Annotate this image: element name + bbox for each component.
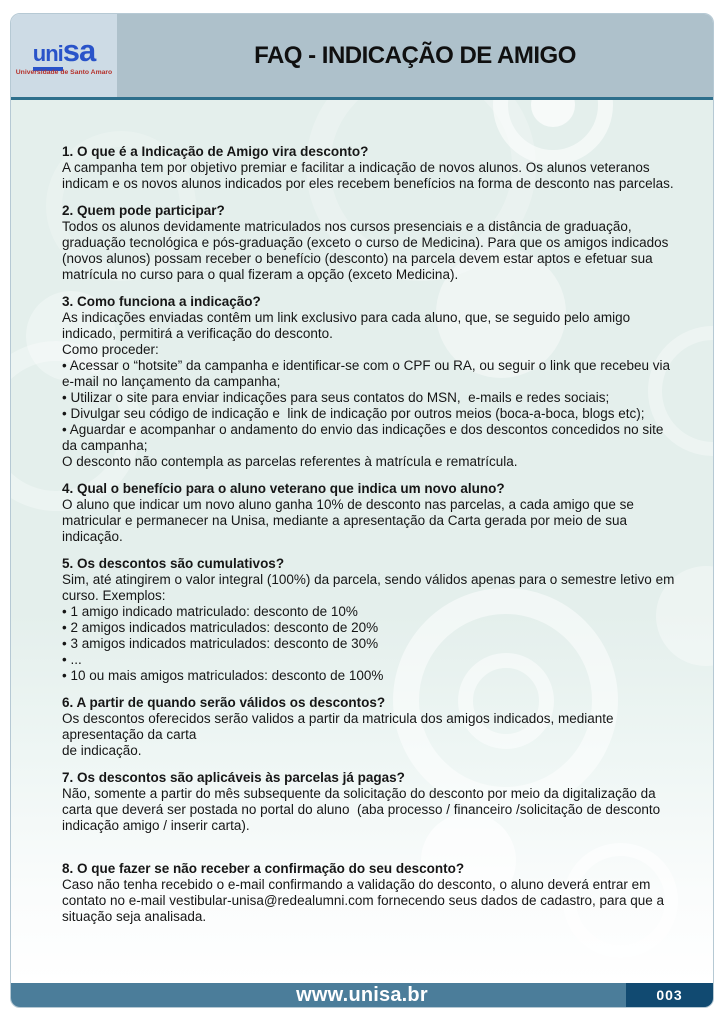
faq-list xyxy=(62,144,701,925)
faq-answer-line: situação seja analisada. xyxy=(62,909,207,924)
faq-answer-line: indicação. xyxy=(62,529,123,544)
faq-answer-line: Os descontos oferecidos serão validos a partir da matricula dos amigos indicados, mediante xyxy=(62,711,614,726)
faq-answer-line: Como proceder: xyxy=(62,342,159,357)
faq-answer-line: As indicações enviadas contêm um link exclusivo para cada aluno, que, se seguido pelo amigo xyxy=(62,310,631,325)
faq-section xyxy=(62,203,701,283)
page-title: FAQ - INDICAÇÃO DE AMIGO xyxy=(254,41,576,69)
faq-question: 3. Como funciona a indicação? xyxy=(62,294,261,309)
page-number: 003 xyxy=(656,987,683,1003)
faq-answer-line xyxy=(62,834,701,850)
faq-section xyxy=(62,770,701,850)
footer-bar xyxy=(11,983,713,1007)
faq-answer-line: • Utilizar o site para enviar indicações para seus contatos do MSN, e-mails e redes sociais; xyxy=(62,390,610,405)
faq-answer-line: indicado, permitirá a verificação do desconto. xyxy=(62,326,333,341)
faq-question: 5. Os descontos são cumulativos? xyxy=(62,556,285,571)
faq-question: 4. Qual o benefício para o aluno veterano que indica um novo aluno? xyxy=(62,481,505,496)
faq-answer-line: apresentação da carta xyxy=(62,727,197,742)
faq-question: 1. O que é a Indicação de Amigo vira desconto? xyxy=(62,144,369,159)
faq-section xyxy=(62,294,701,470)
faq-answer-line: O aluno que indicar um novo aluno ganha 10% de desconto nas parcelas, a cada amigo que se xyxy=(62,497,634,512)
faq-section xyxy=(62,861,701,925)
faq-answer-line: • 2 amigos indicados matriculados: desconto de 20% xyxy=(62,620,379,635)
faq-answer-line: • 1 amigo indicado matriculado: desconto de 10% xyxy=(62,604,358,619)
faq-answer-line: e-mail no lançamento da campanha; xyxy=(62,374,281,389)
faq-answer-line: O desconto não contempla as parcelas referentes à matrícula e rematrícula. xyxy=(62,454,518,469)
faq-answer-line: (novos alunos) possam receber o benefício (desconto) na parcela devem estar aptos e efetuar sua xyxy=(62,251,653,266)
faq-answer-line: Caso não tenha recebido o e-mail confirmando a validação do desconto, o aluno deverá entrar em xyxy=(62,877,651,892)
page-number-badge xyxy=(626,983,713,1007)
faq-answer-line: Todos os alunos devidamente matriculados nos cursos presenciais e a distância de graduação, xyxy=(62,219,632,234)
faq-answer-line: indicação amigo / inserir carta). xyxy=(62,818,250,833)
faq-answer-line: da campanha; xyxy=(62,438,148,453)
faq-answer-line: carta que deverá ser postada no portal do aluno (aba processo / financeiro /solicitação de desconto xyxy=(62,802,661,817)
faq-section xyxy=(62,481,701,545)
website-link[interactable]: www.unisa.br xyxy=(296,984,428,1006)
logo-text-uni: uni xyxy=(33,41,63,71)
faq-answer-line: contato no e-mail vestibular-unisa@redealumni.com fornecendo seus dados de cadastro, para que a xyxy=(62,893,665,908)
faq-answer-line: indicam e os novos alunos indicados por eles recebem benefícios na forma de desconto nas parcelas. xyxy=(62,176,674,191)
faq-section xyxy=(62,556,701,684)
header-bar xyxy=(11,14,713,100)
faq-section xyxy=(62,144,701,192)
faq-question: 8. O que fazer se não receber a confirmação do seu desconto? xyxy=(62,861,465,876)
faq-answer-line: curso. Exemplos: xyxy=(62,588,166,603)
faq-content xyxy=(11,100,713,983)
unisa-logo xyxy=(11,14,117,97)
unisa-logo-word xyxy=(33,35,95,66)
faq-question: 7. Os descontos são aplicáveis às parcelas já pagas? xyxy=(62,770,405,785)
faq-answer-line: de indicação. xyxy=(62,743,142,758)
faq-answer-line: • Aguardar e acompanhar o andamento do envio das indicações e dos descontos concedidos no site xyxy=(62,422,664,437)
faq-answer-line: Não, somente a partir do mês subsequente da solicitação do desconto por meio da digitalização da xyxy=(62,786,656,801)
faq-section xyxy=(62,695,701,759)
faq-answer-line: A campanha tem por objetivo premiar e facilitar a indicação de novos alunos. Os alunos veteranos xyxy=(62,160,650,175)
faq-answer-line: matrícula no curso para o qual fizeram a opção (exceto Medicina). xyxy=(62,267,459,282)
document-panel xyxy=(10,13,714,1008)
faq-answer-line: • Divulgar seu código de indicação e link de indicação por outros meios (boca-a-boca, blogs etc); xyxy=(62,406,645,421)
faq-question: 6. A partir de quando serão válidos os descontos? xyxy=(62,695,386,710)
title-bar xyxy=(117,14,713,97)
faq-question: 2. Quem pode participar? xyxy=(62,203,225,218)
faq-answer-line: graduação tecnológica e pós-graduação (exceto o curso de Medicina). Para que os amigos indicados xyxy=(62,235,669,250)
logo-text-sa: sa xyxy=(62,33,96,68)
faq-answer-line: • Acessar o “hotsite” da campanha e identificar-se com o CPF ou RA, ou seguir o link que recebeu via xyxy=(62,358,671,373)
faq-answer-line: • 3 amigos indicados matriculados: desconto de 30% xyxy=(62,636,379,651)
faq-answer-line: Sim, até atingirem o valor integral (100%) da parcela, sendo válidos apenas para o semestre letivo em xyxy=(62,572,675,587)
faq-answer-line: • ... xyxy=(62,652,82,667)
logo-tagline: Universidade de Santo Amaro xyxy=(15,69,113,76)
faq-answer-line: matricular e permanecer na Unisa, mediante a apresentação da Carta gerada por meio de sua xyxy=(62,513,628,528)
faq-answer-line: • 10 ou mais amigos matriculados: desconto de 100% xyxy=(62,668,384,683)
